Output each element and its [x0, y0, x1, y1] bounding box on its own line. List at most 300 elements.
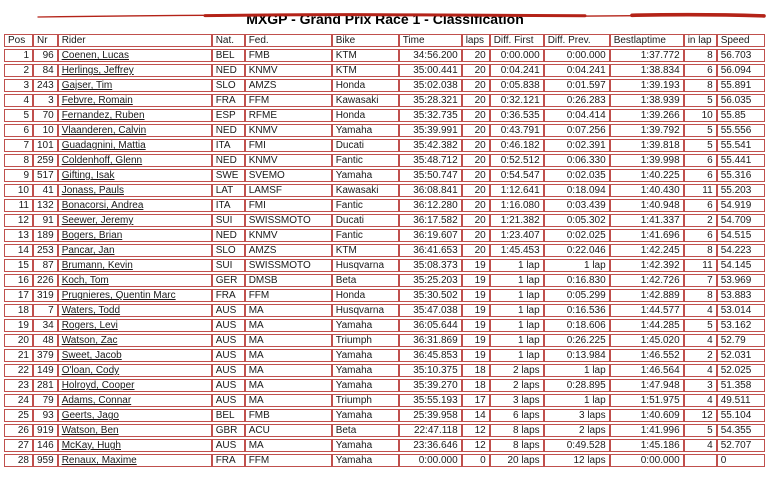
- cell-speed: 51.358: [717, 379, 765, 392]
- cell-diff-first: 6 laps: [490, 409, 544, 422]
- cell-bike: Yamaha: [332, 124, 399, 137]
- cell-diff-first: 0:05.838: [490, 79, 544, 92]
- cell-nat: SLO: [212, 79, 245, 92]
- cell-bike: Yamaha: [332, 319, 399, 332]
- cell-pos: 21: [4, 349, 33, 362]
- cell-in-lap: 3: [684, 379, 717, 392]
- column-header-pos: Pos: [4, 34, 33, 47]
- column-header-nr: Nr: [33, 34, 58, 47]
- cell-speed: 55.541: [717, 139, 765, 152]
- cell-time: 0:00.000: [399, 454, 462, 467]
- cell-laps: 19: [462, 304, 490, 317]
- cell-speed: 52.79: [717, 334, 765, 347]
- cell-in-lap: 5: [684, 124, 717, 137]
- cell-laps: 20: [462, 109, 490, 122]
- cell-time: 35:39.991: [399, 124, 462, 137]
- cell-nr: 919: [33, 424, 58, 437]
- table-row: [4, 184, 765, 197]
- cell-pos: 20: [4, 334, 33, 347]
- cell-rider: [58, 319, 212, 332]
- cell-time: 35:55.193: [399, 394, 462, 407]
- cell-diff-first: 1:21.382: [490, 214, 544, 227]
- rider-name-link[interactable]: Vlaanderen, Calvin: [61, 125, 147, 136]
- cell-pos: 12: [4, 214, 33, 227]
- cell-laps: 18: [462, 364, 490, 377]
- table-row: [4, 244, 765, 257]
- cell-nr: 10: [33, 124, 58, 137]
- cell-fed: KNMV: [245, 154, 332, 167]
- rider-name-link[interactable]: Bonacorsi, Andrea: [61, 200, 144, 211]
- cell-fed: MA: [245, 349, 332, 362]
- cell-nat: NED: [212, 229, 245, 242]
- cell-diff-first: 8 laps: [490, 424, 544, 437]
- column-header-speed: Speed: [717, 34, 765, 47]
- cell-time: 36:05.644: [399, 319, 462, 332]
- cell-nat: AUS: [212, 439, 245, 452]
- cell-time: 36:08.841: [399, 184, 462, 197]
- cell-fed: FMB: [245, 49, 332, 62]
- cell-nat: AUS: [212, 394, 245, 407]
- cell-diff-prev: 1 lap: [544, 364, 610, 377]
- cell-bike: Triumph: [332, 394, 399, 407]
- cell-pos: 15: [4, 259, 33, 272]
- cell-rider: [58, 154, 212, 167]
- rider-name-link[interactable]: Holroyd, Cooper: [61, 380, 135, 391]
- cell-bestlaptime: 1:40.225: [610, 169, 684, 182]
- column-header-diff-first: Diff. First: [490, 34, 544, 47]
- table-row: [4, 319, 765, 332]
- rider-name-link[interactable]: O'loan, Cody: [61, 365, 120, 376]
- table-row: [4, 259, 765, 272]
- cell-nr: 93: [33, 409, 58, 422]
- cell-bike: KTM: [332, 49, 399, 62]
- cell-time: 35:08.373: [399, 259, 462, 272]
- top-red-rule: [0, 11, 770, 21]
- cell-speed: 53.883: [717, 289, 765, 302]
- cell-laps: 20: [462, 199, 490, 212]
- cell-nat: NED: [212, 124, 245, 137]
- cell-bestlaptime: 1:39.818: [610, 139, 684, 152]
- cell-in-lap: 4: [684, 364, 717, 377]
- cell-speed: 49.511: [717, 394, 765, 407]
- cell-nr: 87: [33, 259, 58, 272]
- cell-rider: [58, 169, 212, 182]
- rider-name-link[interactable]: Fernandez, Ruben: [61, 110, 145, 121]
- cell-fed: KNMV: [245, 124, 332, 137]
- cell-bike: Honda: [332, 109, 399, 122]
- rider-name-link[interactable]: McKay, Hugh: [61, 440, 121, 451]
- cell-nr: 34: [33, 319, 58, 332]
- table-row: [4, 379, 765, 392]
- cell-laps: 0: [462, 454, 490, 467]
- cell-in-lap: 10: [684, 109, 717, 122]
- cell-fed: FMI: [245, 199, 332, 212]
- cell-pos: 28: [4, 454, 33, 467]
- cell-diff-prev: 1 lap: [544, 394, 610, 407]
- cell-in-lap: 6: [684, 229, 717, 242]
- column-header-rider: Rider: [58, 34, 212, 47]
- cell-pos: 26: [4, 424, 33, 437]
- cell-bike: Fantic: [332, 199, 399, 212]
- cell-nat: SUI: [212, 259, 245, 272]
- cell-fed: MA: [245, 364, 332, 377]
- cell-nat: LAT: [212, 184, 245, 197]
- rider-name-link[interactable]: Watson, Zac: [61, 335, 118, 346]
- cell-time: 35:48.712: [399, 154, 462, 167]
- cell-nat: SLO: [212, 244, 245, 257]
- cell-diff-first: 0:36.535: [490, 109, 544, 122]
- cell-in-lap: 4: [684, 334, 717, 347]
- cell-nr: 149: [33, 364, 58, 377]
- cell-rider: [58, 229, 212, 242]
- cell-laps: 18: [462, 379, 490, 392]
- cell-rider: [58, 64, 212, 77]
- cell-speed: 53.014: [717, 304, 765, 317]
- cell-fed: DMSB: [245, 274, 332, 287]
- cell-in-lap: 11: [684, 259, 717, 272]
- cell-pos: 18: [4, 304, 33, 317]
- cell-diff-first: 1 lap: [490, 274, 544, 287]
- cell-rider: [58, 394, 212, 407]
- cell-diff-prev: 0:07.256: [544, 124, 610, 137]
- cell-bestlaptime: 1:44.577: [610, 304, 684, 317]
- cell-nat: GER: [212, 274, 245, 287]
- cell-pos: 14: [4, 244, 33, 257]
- cell-bike: Yamaha: [332, 454, 399, 467]
- cell-fed: KNMV: [245, 229, 332, 242]
- cell-bestlaptime: 1:42.245: [610, 244, 684, 257]
- cell-pos: 17: [4, 289, 33, 302]
- column-header-bike: Bike: [332, 34, 399, 47]
- cell-nat: AUS: [212, 334, 245, 347]
- cell-laps: 12: [462, 439, 490, 452]
- cell-in-lap: 5: [684, 319, 717, 332]
- cell-speed: 56.035: [717, 94, 765, 107]
- rider-name-link[interactable]: Geerts, Jago: [61, 410, 119, 421]
- cell-pos: 27: [4, 439, 33, 452]
- page-title: MXGP - Grand Prix Race 1 - Classification: [246, 11, 524, 27]
- cell-pos: 8: [4, 154, 33, 167]
- cell-rider: [58, 184, 212, 197]
- cell-nat: FRA: [212, 289, 245, 302]
- cell-nr: 79: [33, 394, 58, 407]
- cell-rider: [58, 259, 212, 272]
- rider-name-link[interactable]: Prugnieres, Quentin Marc: [61, 290, 176, 301]
- cell-nr: 959: [33, 454, 58, 467]
- table-row: [4, 109, 765, 122]
- cell-in-lap: 2: [684, 214, 717, 227]
- cell-speed: 55.441: [717, 154, 765, 167]
- cell-diff-prev: 0:13.984: [544, 349, 610, 362]
- cell-rider: [58, 364, 212, 377]
- column-header-diff-prev: Diff. Prev.: [544, 34, 610, 47]
- cell-bike: Yamaha: [332, 349, 399, 362]
- cell-rider: [58, 274, 212, 287]
- cell-speed: 54.355: [717, 424, 765, 437]
- cell-fed: FMB: [245, 409, 332, 422]
- cell-bike: Fantic: [332, 154, 399, 167]
- cell-nat: AUS: [212, 319, 245, 332]
- table-row: [4, 364, 765, 377]
- rider-name-link[interactable]: Brumann, Kevin: [61, 260, 133, 271]
- table-row: [4, 169, 765, 182]
- cell-speed: 54.145: [717, 259, 765, 272]
- cell-fed: ACU: [245, 424, 332, 437]
- rider-name-link[interactable]: Koch, Tom: [61, 275, 109, 286]
- rider-name-link[interactable]: Coldenhoff, Glenn: [61, 155, 143, 166]
- cell-bestlaptime: 1:40.948: [610, 199, 684, 212]
- cell-in-lap: 5: [684, 139, 717, 152]
- classification-table: [4, 32, 765, 469]
- cell-rider: [58, 349, 212, 362]
- cell-laps: 20: [462, 229, 490, 242]
- cell-nat: FRA: [212, 454, 245, 467]
- cell-in-lap: 5: [684, 94, 717, 107]
- rider-name-link[interactable]: Febvre, Romain: [61, 95, 133, 106]
- cell-bestlaptime: 1:42.392: [610, 259, 684, 272]
- cell-diff-first: 0:00.000: [490, 49, 544, 62]
- cell-fed: FFM: [245, 454, 332, 467]
- column-header-in-lap: in lap: [684, 34, 717, 47]
- cell-time: 35:25.203: [399, 274, 462, 287]
- cell-rider: [58, 94, 212, 107]
- cell-fed: AMZS: [245, 79, 332, 92]
- cell-diff-first: 1 lap: [490, 289, 544, 302]
- cell-diff-prev: 0:02.025: [544, 229, 610, 242]
- cell-bestlaptime: 1:40.430: [610, 184, 684, 197]
- table-row: [4, 349, 765, 362]
- cell-diff-first: 1 lap: [490, 319, 544, 332]
- cell-in-lap: 8: [684, 289, 717, 302]
- cell-speed: 55.316: [717, 169, 765, 182]
- cell-bike: Yamaha: [332, 379, 399, 392]
- cell-speed: 55.556: [717, 124, 765, 137]
- cell-bike: Kawasaki: [332, 94, 399, 107]
- rider-name-link[interactable]: Guadagnini, Mattia: [61, 140, 146, 151]
- cell-time: 35:30.502: [399, 289, 462, 302]
- cell-diff-first: 1 lap: [490, 349, 544, 362]
- cell-nr: 70: [33, 109, 58, 122]
- cell-nat: AUS: [212, 304, 245, 317]
- cell-pos: 4: [4, 94, 33, 107]
- cell-in-lap: 6: [684, 154, 717, 167]
- cell-bestlaptime: 1:51.975: [610, 394, 684, 407]
- cell-nr: 146: [33, 439, 58, 452]
- cell-pos: 5: [4, 109, 33, 122]
- cell-rider: [58, 49, 212, 62]
- cell-bestlaptime: 0:00.000: [610, 454, 684, 467]
- cell-nr: 48: [33, 334, 58, 347]
- cell-diff-first: 8 laps: [490, 439, 544, 452]
- table-row: [4, 79, 765, 92]
- cell-fed: RFME: [245, 109, 332, 122]
- cell-diff-first: 1 lap: [490, 259, 544, 272]
- table-row: [4, 334, 765, 347]
- cell-speed: 55.85: [717, 109, 765, 122]
- cell-time: 23:36.646: [399, 439, 462, 452]
- cell-pos: 13: [4, 229, 33, 242]
- cell-laps: 20: [462, 139, 490, 152]
- cell-fed: FFM: [245, 94, 332, 107]
- cell-speed: 52.025: [717, 364, 765, 377]
- cell-speed: 55.891: [717, 79, 765, 92]
- cell-speed: 54.223: [717, 244, 765, 257]
- cell-diff-prev: 0:04.241: [544, 64, 610, 77]
- table-row: [4, 139, 765, 152]
- cell-nat: AUS: [212, 379, 245, 392]
- rider-name-link[interactable]: Sweet, Jacob: [61, 350, 122, 361]
- rider-name-link[interactable]: Watson, Ben: [61, 425, 119, 436]
- cell-diff-prev: 0:26.283: [544, 94, 610, 107]
- cell-diff-prev: 0:18.094: [544, 184, 610, 197]
- rider-name-link[interactable]: Gifting, Isak: [61, 170, 115, 181]
- cell-rider: [58, 199, 212, 212]
- cell-bestlaptime: 1:40.609: [610, 409, 684, 422]
- cell-nr: 7: [33, 304, 58, 317]
- cell-in-lap: [684, 454, 717, 467]
- cell-time: 35:47.038: [399, 304, 462, 317]
- cell-bike: Triumph: [332, 334, 399, 347]
- cell-laps: 12: [462, 424, 490, 437]
- cell-pos: 3: [4, 79, 33, 92]
- cell-fed: FFM: [245, 289, 332, 302]
- column-header-nat: Nat.: [212, 34, 245, 47]
- cell-nat: BEL: [212, 409, 245, 422]
- cell-pos: 23: [4, 379, 33, 392]
- cell-diff-prev: 0:06.330: [544, 154, 610, 167]
- cell-pos: 9: [4, 169, 33, 182]
- cell-pos: 16: [4, 274, 33, 287]
- cell-laps: 14: [462, 409, 490, 422]
- table-row: [4, 214, 765, 227]
- cell-time: 34:56.200: [399, 49, 462, 62]
- cell-rider: [58, 139, 212, 152]
- rider-name-link[interactable]: Herlings, Jeffrey: [61, 65, 134, 76]
- cell-rider: [58, 439, 212, 452]
- cell-bike: Husqvarna: [332, 259, 399, 272]
- cell-rider: [58, 454, 212, 467]
- cell-fed: SVEMO: [245, 169, 332, 182]
- cell-bestlaptime: 1:41.337: [610, 214, 684, 227]
- cell-pos: 10: [4, 184, 33, 197]
- cell-laps: 20: [462, 49, 490, 62]
- cell-nr: 259: [33, 154, 58, 167]
- cell-laps: 20: [462, 124, 490, 137]
- table-row: [4, 454, 765, 467]
- cell-diff-first: 0:32.121: [490, 94, 544, 107]
- cell-bike: Honda: [332, 79, 399, 92]
- column-header-bestlaptime: Bestlaptime: [610, 34, 684, 47]
- table-row: [4, 154, 765, 167]
- cell-pos: 1: [4, 49, 33, 62]
- cell-diff-first: 1:23.407: [490, 229, 544, 242]
- cell-speed: 55.104: [717, 409, 765, 422]
- cell-bestlaptime: 1:46.552: [610, 349, 684, 362]
- cell-bestlaptime: 1:42.889: [610, 289, 684, 302]
- cell-time: 35:00.441: [399, 64, 462, 77]
- cell-speed: 54.919: [717, 199, 765, 212]
- cell-nr: 281: [33, 379, 58, 392]
- cell-bike: Husqvarna: [332, 304, 399, 317]
- rider-name-link[interactable]: Coenen, Lucas: [61, 50, 129, 61]
- cell-time: 35:28.321: [399, 94, 462, 107]
- cell-bike: KTM: [332, 64, 399, 77]
- cell-diff-prev: 0:00.000: [544, 49, 610, 62]
- cell-speed: 54.709: [717, 214, 765, 227]
- cell-bestlaptime: 1:41.996: [610, 424, 684, 437]
- cell-diff-first: 1:16.080: [490, 199, 544, 212]
- rider-name-link[interactable]: Pancar, Jan: [61, 245, 115, 256]
- cell-bestlaptime: 1:47.948: [610, 379, 684, 392]
- cell-bike: Fantic: [332, 229, 399, 242]
- cell-nr: 3: [33, 94, 58, 107]
- cell-fed: LAMSF: [245, 184, 332, 197]
- cell-time: 35:39.270: [399, 379, 462, 392]
- rider-name-link[interactable]: Jonass, Pauls: [61, 185, 124, 196]
- cell-time: 36:19.607: [399, 229, 462, 242]
- cell-diff-prev: 0:05.302: [544, 214, 610, 227]
- cell-in-lap: 6: [684, 199, 717, 212]
- rider-name-link[interactable]: Bogers, Brian: [61, 230, 123, 241]
- rider-name-link[interactable]: Gajser, Tim: [61, 80, 113, 91]
- cell-diff-first: 2 laps: [490, 364, 544, 377]
- cell-rider: [58, 409, 212, 422]
- cell-bike: Kawasaki: [332, 184, 399, 197]
- cell-diff-first: 20 laps: [490, 454, 544, 467]
- rider-name-link[interactable]: Seewer, Jeremy: [61, 215, 134, 226]
- cell-nat: NED: [212, 154, 245, 167]
- cell-speed: 52.031: [717, 349, 765, 362]
- cell-time: 25:39.958: [399, 409, 462, 422]
- cell-fed: SWISSMOTO: [245, 214, 332, 227]
- cell-diff-prev: 0:18.606: [544, 319, 610, 332]
- cell-diff-prev: 0:22.046: [544, 244, 610, 257]
- cell-time: 35:42.382: [399, 139, 462, 152]
- cell-diff-first: 1 lap: [490, 334, 544, 347]
- cell-bestlaptime: 1:38.939: [610, 94, 684, 107]
- cell-time: 36:12.280: [399, 199, 462, 212]
- cell-bestlaptime: 1:38.834: [610, 64, 684, 77]
- cell-nr: 243: [33, 79, 58, 92]
- cell-bike: Beta: [332, 424, 399, 437]
- cell-nat: ITA: [212, 139, 245, 152]
- cell-bestlaptime: 1:42.726: [610, 274, 684, 287]
- cell-in-lap: 6: [684, 169, 717, 182]
- table-row: [4, 64, 765, 77]
- cell-time: 35:10.375: [399, 364, 462, 377]
- cell-diff-prev: 3 laps: [544, 409, 610, 422]
- cell-pos: 7: [4, 139, 33, 152]
- cell-laps: 20: [462, 169, 490, 182]
- cell-nat: AUS: [212, 364, 245, 377]
- cell-in-lap: 4: [684, 394, 717, 407]
- rider-name-link[interactable]: Adams, Connar: [61, 395, 132, 406]
- cell-nr: 96: [33, 49, 58, 62]
- cell-nr: 517: [33, 169, 58, 182]
- cell-diff-prev: 0:02.391: [544, 139, 610, 152]
- cell-diff-prev: 0:16.830: [544, 274, 610, 287]
- cell-fed: MA: [245, 304, 332, 317]
- cell-diff-prev: 0:05.299: [544, 289, 610, 302]
- rider-name-link[interactable]: Renaux, Maxime: [61, 455, 137, 466]
- cell-diff-prev: 0:16.536: [544, 304, 610, 317]
- rider-name-link[interactable]: Waters, Todd: [61, 305, 121, 316]
- cell-nat: NED: [212, 64, 245, 77]
- cell-in-lap: 2: [684, 349, 717, 362]
- cell-laps: 20: [462, 154, 490, 167]
- cell-pos: 22: [4, 364, 33, 377]
- rider-name-link[interactable]: Rogers, Levi: [61, 320, 118, 331]
